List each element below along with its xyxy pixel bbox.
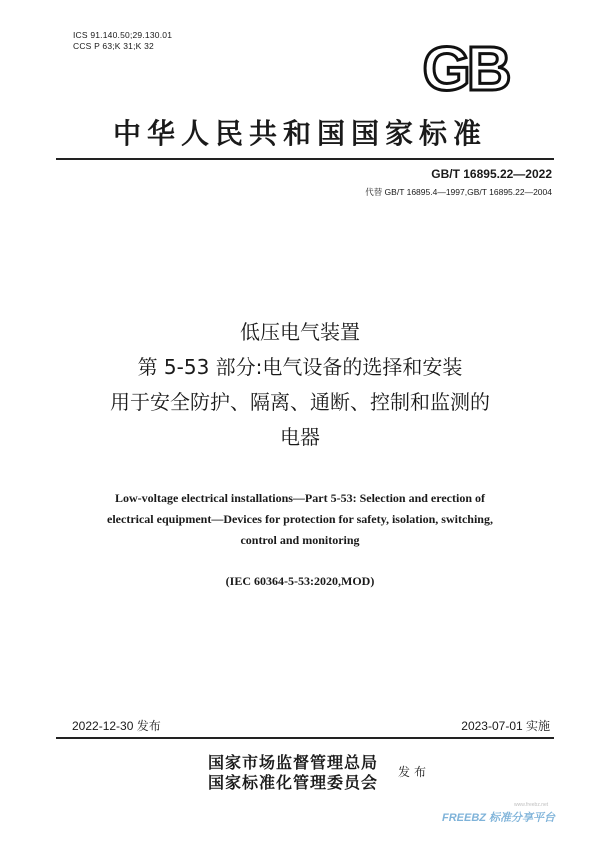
- issue-label: 发布: [398, 765, 431, 779]
- title-cn-line-4: 电器: [280, 425, 320, 449]
- ccs-code: CCS P 63;K 31;K 32: [73, 41, 154, 51]
- ics-classification: [73, 30, 172, 52]
- title-en-line-2: electrical equipment—Devices for protection for safety, isolation, switching,: [107, 512, 493, 526]
- title-en-line-1: Low-voltage electrical installations—Part 5-53: Selection and erection of: [114, 491, 486, 505]
- watermark-url: www.freebz.net: [514, 802, 549, 808]
- ics-code: ICS 91.140.50;29.130.01: [73, 30, 173, 40]
- top-divider: [56, 158, 554, 160]
- title-cn-line-3: 用于安全防护、隔离、通断、控制和监测的: [110, 390, 490, 414]
- title-cn-line-2: 第 5-53 部分:电气设备的选择和安装: [137, 355, 463, 379]
- issuer-sac: 国家标准化管理委员会: [208, 773, 379, 792]
- gb-logo: [405, 40, 525, 96]
- publish-date: 2022-12-30 发布: [72, 719, 161, 733]
- standard-type-title: 中华人民共和国国家标准: [112, 117, 487, 150]
- effective-date: 2023-07-01 实施: [461, 719, 550, 733]
- iec-reference: (IEC 60364-5-53:2020,MOD): [225, 574, 375, 588]
- issuing-authorities: [208, 753, 378, 793]
- issuer-samr: 国家市场监督管理总局: [208, 753, 379, 772]
- gb-logo-text: GB: [422, 40, 508, 96]
- standard-code: GB/T 16895.22—2022: [431, 167, 552, 181]
- title-en-line-3: control and monitoring: [240, 533, 360, 547]
- title-cn-line-1: 低压电气装置: [240, 320, 360, 344]
- bottom-divider: [56, 737, 554, 739]
- replaces-note: 代替 GB/T 16895.4—1997,GB/T 16895.22—2004: [365, 187, 552, 197]
- watermark: FREEBZ 标准分享平台: [442, 812, 556, 824]
